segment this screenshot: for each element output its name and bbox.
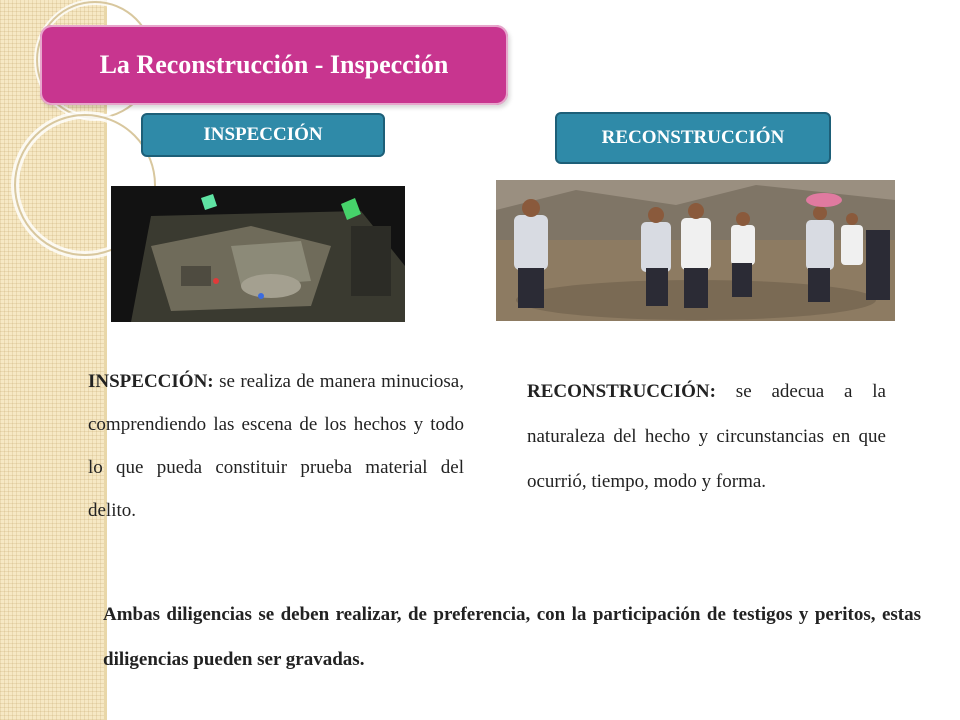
inspeccion-paragraph [88, 360, 464, 532]
inspeccion-tag-label: INSPECCIÓN [203, 124, 323, 145]
page-title-text: La Reconstrucción - Inspección [99, 50, 449, 79]
inspeccion-photo [111, 186, 405, 322]
conclusion-paragraph: Ambas diligencias se deben realizar, de preferencia, con la participación de testigos y peritos, estas diligencias pueden ser gravadas. [103, 604, 921, 670]
reconstruccion-tag [555, 112, 831, 164]
page-title [40, 25, 508, 105]
inspeccion-paragraph-text: se realiza de manera minuciosa, comprendiendo las escena de los hechos y todo lo que pueda constituir prueba material del delito. [88, 371, 464, 521]
reconstruccion-tag-label: RECONSTRUCCIÓN [601, 127, 785, 148]
reconstruccion-photo [496, 180, 895, 321]
reconstruccion-paragraph [527, 369, 886, 504]
reconstruccion-paragraph-text: se adecua a la naturaleza del hecho y circunstancias en que ocurrió, tiempo, modo y forma. [527, 381, 886, 492]
reconstruccion-paragraph-label: RECONSTRUCCIÓN: [527, 381, 716, 402]
inspeccion-paragraph-label: INSPECCIÓN: [88, 371, 214, 392]
inspeccion-tag [141, 113, 385, 157]
